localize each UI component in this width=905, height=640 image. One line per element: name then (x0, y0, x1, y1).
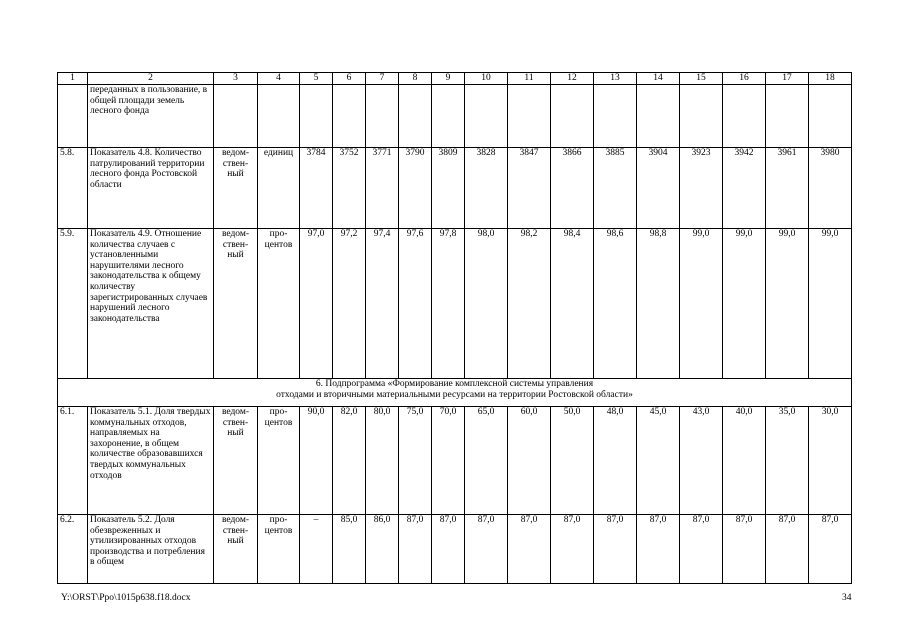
column-number-11: 11 (508, 73, 551, 85)
section-row (58, 379, 852, 407)
data-source: ведом-ствен-ный (214, 148, 258, 229)
footer-file-path: Y:\ORST\Ppo\1015p638.f18.docx (61, 593, 191, 603)
column-number-1: 1 (58, 73, 88, 85)
year-value: 3866 (551, 148, 594, 229)
column-number-4: 4 (258, 73, 300, 85)
year-value: 3904 (637, 148, 680, 229)
section-title-line-1: 6. Подпрограмма «Формирование комплексной системы управления (315, 379, 594, 389)
empty-cell (508, 85, 551, 148)
empty-cell (300, 85, 333, 148)
year-value: 85,0 (333, 515, 366, 584)
year-value: 43,0 (680, 407, 723, 515)
year-value: 87,0 (766, 515, 809, 584)
year-value: 87,0 (399, 515, 432, 584)
year-value: 3771 (366, 148, 399, 229)
year-value: 87,0 (680, 515, 723, 584)
empty-cell (333, 85, 366, 148)
year-value: 60,0 (508, 407, 551, 515)
empty-cell (399, 85, 432, 148)
column-number-8: 8 (399, 73, 432, 85)
year-value: 35,0 (766, 407, 809, 515)
row-number: 6.1. (58, 407, 88, 515)
data-source: ведом-ствен-ный (214, 407, 258, 515)
year-value: 87,0 (594, 515, 637, 584)
column-number-15: 15 (680, 73, 723, 85)
year-value: 3961 (766, 148, 809, 229)
section-title-line-2: отходами и вторичными материальными ресурсами на территории Ростовской области» (276, 389, 633, 400)
year-value: 87,0 (637, 515, 680, 584)
indicator-description: Показатель 4.9. Отношение количества случаев с установленными нарушителями лесного законодательства к общему количеству зарегистрированных случаев нарушений лесного законодательства (88, 229, 214, 379)
year-value: 87,0 (723, 515, 766, 584)
empty-cell (723, 85, 766, 148)
section-title (58, 379, 852, 407)
column-number-16: 16 (723, 73, 766, 85)
column-number-14: 14 (637, 73, 680, 85)
year-value: 98,2 (508, 229, 551, 379)
year-value: 87,0 (508, 515, 551, 584)
column-number-7: 7 (366, 73, 399, 85)
year-value: 97,0 (300, 229, 333, 379)
column-number-13: 13 (594, 73, 637, 85)
row-number: 5.9. (58, 229, 88, 379)
year-value: 3784 (300, 148, 333, 229)
empty-cell (766, 85, 809, 148)
year-value: 87,0 (551, 515, 594, 584)
empty-cell (594, 85, 637, 148)
column-number-6: 6 (333, 73, 366, 85)
year-value: 65,0 (465, 407, 508, 515)
year-value: 3809 (432, 148, 465, 229)
year-value: 30,0 (809, 407, 852, 515)
year-value: 75,0 (399, 407, 432, 515)
year-value: 98,0 (465, 229, 508, 379)
empty-cell (809, 85, 852, 148)
year-value: 99,0 (766, 229, 809, 379)
year-value: 97,2 (333, 229, 366, 379)
year-value: 3980 (809, 148, 852, 229)
year-value: 97,4 (366, 229, 399, 379)
table-row (58, 407, 852, 515)
year-value: 99,0 (723, 229, 766, 379)
row-number (58, 85, 88, 148)
table-row (58, 515, 852, 584)
empty-cell (366, 85, 399, 148)
empty-cell (551, 85, 594, 148)
column-number-17: 17 (766, 73, 809, 85)
column-number-10: 10 (465, 73, 508, 85)
footer-page-number: 34 (842, 593, 852, 603)
year-value: 87,0 (432, 515, 465, 584)
year-value: 48,0 (594, 407, 637, 515)
unit-of-measure: про-центов (258, 229, 300, 379)
year-value: 97,6 (399, 229, 432, 379)
column-number-12: 12 (551, 73, 594, 85)
empty-cell (637, 85, 680, 148)
year-value: 90,0 (300, 407, 333, 515)
data-source: ведом-ствен-ный (214, 515, 258, 584)
year-value: 98,6 (594, 229, 637, 379)
year-value: 3942 (723, 148, 766, 229)
column-number-9: 9 (432, 73, 465, 85)
empty-cell (432, 85, 465, 148)
year-value: 45,0 (637, 407, 680, 515)
year-value: 3752 (333, 148, 366, 229)
row-number: 6.2. (58, 515, 88, 584)
year-value: 80,0 (366, 407, 399, 515)
empty-cell (680, 85, 723, 148)
table-row (58, 229, 852, 379)
year-value: 87,0 (465, 515, 508, 584)
year-value: 98,4 (551, 229, 594, 379)
column-number-2: 2 (88, 73, 214, 85)
year-value: 99,0 (809, 229, 852, 379)
year-value: 87,0 (809, 515, 852, 584)
column-number-18: 18 (809, 73, 852, 85)
year-value: 3847 (508, 148, 551, 229)
column-number-3: 3 (214, 73, 258, 85)
year-value: 97,8 (432, 229, 465, 379)
year-value: – (300, 515, 333, 584)
unit-of-measure: единиц (258, 148, 300, 229)
indicator-description: Показатель 5.1. Доля твердых коммунальных отходов, направляемых на захоронение, в общем количестве образовавшихся твердых коммунальных отходов (88, 407, 214, 515)
indicators-table (57, 72, 852, 584)
header-row (58, 73, 852, 85)
year-value: 3828 (465, 148, 508, 229)
empty-cell (214, 85, 258, 148)
year-value: 86,0 (366, 515, 399, 584)
data-source: ведом-ствен-ный (214, 229, 258, 379)
empty-cell (258, 85, 300, 148)
year-value: 3923 (680, 148, 723, 229)
indicator-description: Показатель 5.2. Доля обезвреженных и утилизированных отходов производства и потребления в общем (88, 515, 214, 584)
row-number: 5.8. (58, 148, 88, 229)
indicator-description: Показатель 4.8. Количество патрулирований территории лесного фонда Ростовской области (88, 148, 214, 229)
year-value: 3885 (594, 148, 637, 229)
year-value: 98,8 (637, 229, 680, 379)
table-row (58, 85, 852, 148)
year-value: 82,0 (333, 407, 366, 515)
empty-cell (465, 85, 508, 148)
table-row (58, 148, 852, 229)
column-number-5: 5 (300, 73, 333, 85)
unit-of-measure: про-центов (258, 515, 300, 584)
unit-of-measure: про-центов (258, 407, 300, 515)
year-value: 99,0 (680, 229, 723, 379)
year-value: 40,0 (723, 407, 766, 515)
year-value: 3790 (399, 148, 432, 229)
indicator-description: переданных в пользование, в общей площади земель лесного фонда (88, 85, 214, 148)
year-value: 70,0 (432, 407, 465, 515)
year-value: 50,0 (551, 407, 594, 515)
